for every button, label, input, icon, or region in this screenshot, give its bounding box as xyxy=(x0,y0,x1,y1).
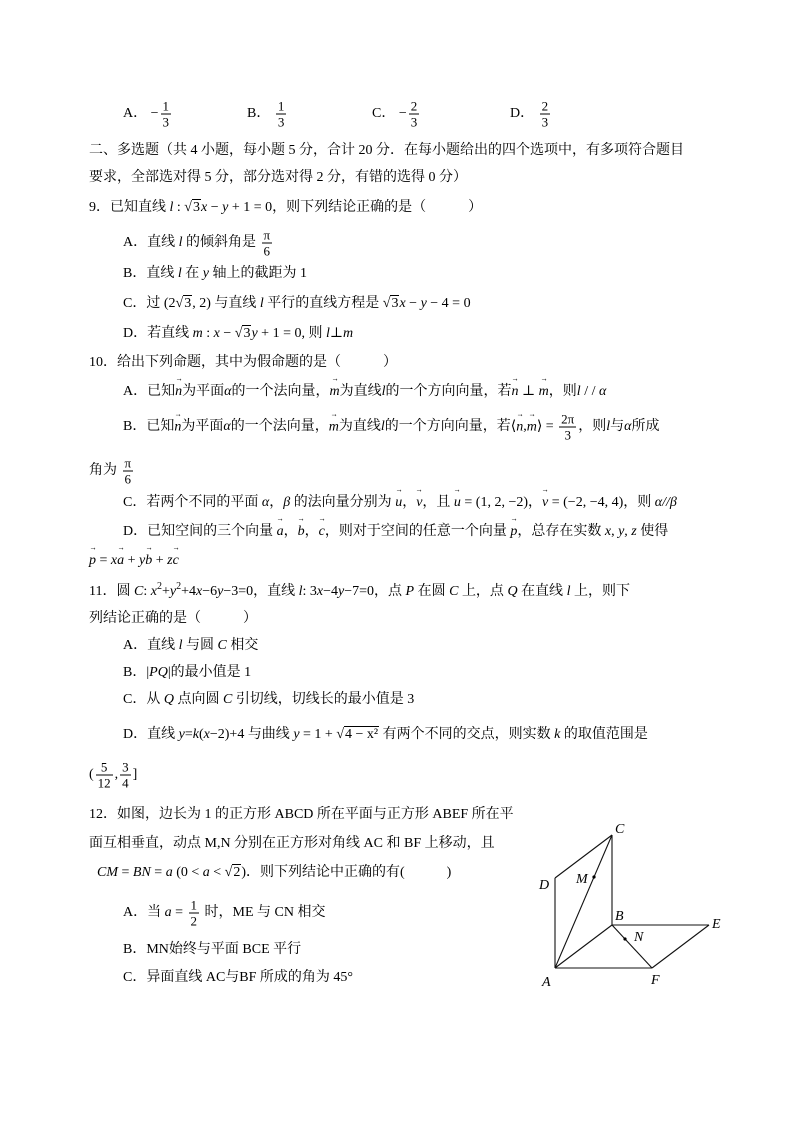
fraction-numerator: π xyxy=(124,455,132,471)
text-run: 为直线 xyxy=(338,419,381,435)
fraction xyxy=(559,412,576,443)
q12-option-b xyxy=(123,940,301,960)
point-label-m: M xyxy=(576,872,588,887)
math-symbol: l xyxy=(325,326,330,341)
text-run: < xyxy=(209,865,225,880)
text-run: , 2) 与直线 xyxy=(192,296,260,311)
text-run: + xyxy=(152,553,168,568)
text-run: : xyxy=(173,200,185,215)
square-root xyxy=(176,294,193,314)
q8-option-b xyxy=(247,99,288,130)
text-run: 与圆 xyxy=(182,638,218,653)
math-symbol: CM xyxy=(97,865,118,880)
text-run: 在 xyxy=(181,266,203,281)
text-run: 为平面 xyxy=(181,419,224,435)
vector-symbol: → m xyxy=(527,417,537,437)
q9-option-a xyxy=(123,228,274,259)
math-symbol: l xyxy=(178,638,183,653)
text-run: 上，则下 xyxy=(570,584,630,599)
math-symbol: x xyxy=(213,326,220,341)
text-run: 在圆 xyxy=(414,584,450,599)
text-run: 在直线 xyxy=(517,584,567,599)
point-m-dot xyxy=(592,875,595,878)
math-symbol: α//β xyxy=(654,495,677,510)
fraction-denominator: 3 xyxy=(541,114,549,130)
text-run: / / xyxy=(580,384,599,399)
edge-ab xyxy=(555,925,612,968)
q12-stem xyxy=(89,805,514,825)
math-symbol: a xyxy=(165,865,173,880)
superscript: 2 xyxy=(156,581,162,592)
text-run: −3=0，直线 xyxy=(223,584,299,599)
text-run: D．若直线 xyxy=(123,326,193,341)
vector-symbol: → v xyxy=(416,493,422,513)
fraction xyxy=(409,99,420,130)
vector-symbol: → m xyxy=(329,382,339,402)
text-run: −2)+4 与曲线 xyxy=(209,727,294,742)
math-symbol: y xyxy=(293,727,300,742)
diagonal-ac xyxy=(555,835,612,968)
vector-symbol: → p xyxy=(89,551,96,571)
q8-option-a xyxy=(123,99,173,130)
text-run: ( xyxy=(198,727,204,742)
vector-symbol: → n xyxy=(516,417,523,437)
math-symbol: β xyxy=(283,495,291,510)
vector-symbol: → a xyxy=(277,522,284,542)
text-run: = xyxy=(150,865,166,880)
text-run: 二、多选题（共 4 小题，每小题 5 分，合计 20 分．在每小题给出的四个选项中，有多项符合题目 xyxy=(89,143,684,158)
text-run: B．已知 xyxy=(123,419,175,435)
math-symbol: x xyxy=(399,296,406,311)
text-run: = (−2, −4, 4)，则 xyxy=(548,495,655,510)
text-run: 的法向量分别为 xyxy=(290,495,396,510)
vector-symbol: → n xyxy=(174,417,181,437)
edge-ef xyxy=(652,925,709,968)
vector-symbol: → m xyxy=(539,382,549,402)
q10-option-d-continued xyxy=(89,551,179,571)
fraction-numerator: 2 xyxy=(410,98,418,114)
text-run: C．从 xyxy=(123,692,164,707)
math-symbol: α xyxy=(224,384,232,399)
fraction-denominator: 2 xyxy=(190,913,198,929)
fraction-numerator: 1 xyxy=(162,98,170,114)
fraction-numerator: 2π xyxy=(561,411,575,427)
text-run: −4 xyxy=(323,584,339,599)
fraction-denominator: 4 xyxy=(122,775,129,791)
text-run: 为平面 xyxy=(182,384,225,399)
q11-option-c xyxy=(123,690,414,710)
vertex-label-f: F xyxy=(651,973,660,988)
text-run: −7=0，点 xyxy=(344,584,406,599)
math-symbol: y xyxy=(202,266,209,281)
q9-stem xyxy=(89,198,482,218)
math-symbol: l xyxy=(576,384,581,399)
fraction xyxy=(123,456,134,487)
fraction-denominator: 3 xyxy=(162,114,170,130)
q8-option-d xyxy=(510,99,552,130)
math-symbol: C xyxy=(133,584,144,599)
math-symbol: α xyxy=(598,384,607,399)
vector-symbol: → m xyxy=(329,417,339,437)
vector-symbol: → c xyxy=(173,551,179,571)
q10-option-c xyxy=(123,493,677,513)
math-symbol: x xyxy=(195,584,203,599)
text-run: 面互相垂直，动点 M,N 分别在正方形对角线 AC 和 BF 上移动，且 xyxy=(89,836,495,851)
math-symbol: BN xyxy=(132,865,151,880)
text-run: ，则 xyxy=(578,419,607,435)
text-run: : xyxy=(143,584,151,599)
text-run: ( xyxy=(89,767,94,783)
fraction-numerator: 2 xyxy=(541,98,549,114)
text-run: = xyxy=(171,905,187,921)
text-run: A．直线 xyxy=(123,638,179,653)
radicand: 4 − x² xyxy=(345,727,379,742)
text-run: C． − xyxy=(372,106,407,122)
q12-stem-line-3 xyxy=(97,863,451,883)
point-n-dot xyxy=(623,937,626,940)
math-symbol: x xyxy=(150,584,157,599)
fraction xyxy=(189,898,200,929)
math-symbol: l xyxy=(177,266,182,281)
text-run: ⟨ xyxy=(510,419,517,435)
text-run: 12．如图，边长为 1 的正方形 ABCD 所在平面与正方形 ABEF 所在平 xyxy=(89,807,514,822)
q12-figure xyxy=(530,815,740,995)
text-run: + 1 = 0, 则 xyxy=(257,326,326,341)
text-run: ⟩ = xyxy=(536,419,558,435)
q10-option-d xyxy=(123,522,668,542)
text-run: 轴上的截距为 1 xyxy=(208,266,307,281)
text-run: + xyxy=(124,553,140,568)
math-symbol: y xyxy=(178,727,185,742)
math-symbol: m xyxy=(343,326,354,341)
text-run: 相交 xyxy=(226,638,259,653)
vector-symbol: → v xyxy=(542,493,548,513)
vector-symbol: → n xyxy=(175,382,182,402)
vector-symbol: → a xyxy=(117,551,124,571)
point-label-n: N xyxy=(634,930,644,945)
math-symbol: C xyxy=(222,692,233,707)
math-symbol: l xyxy=(298,584,303,599)
fraction-denominator: 3 xyxy=(564,427,571,443)
text-run: 的取值范围是 xyxy=(560,727,648,742)
fraction-numerator: 1 xyxy=(190,897,198,913)
q11-option-d-continued xyxy=(89,760,137,791)
fraction-numerator: 5 xyxy=(96,760,113,776)
math-symbol: l xyxy=(178,235,183,251)
text-run: D．直线 xyxy=(123,727,179,742)
math-symbol: α xyxy=(223,419,231,435)
q11-option-b xyxy=(123,663,251,683)
vector-symbol: → p xyxy=(510,522,517,542)
text-run: 有两个不同的交点，则实数 xyxy=(379,727,555,742)
text-run: D．已知空间的三个向量 xyxy=(123,524,277,539)
math-symbol: P xyxy=(405,584,415,599)
fraction-denominator: 6 xyxy=(263,243,271,259)
text-run: 的一个方向向量，若 xyxy=(384,419,511,435)
text-run: 9．已知直线 xyxy=(89,200,170,215)
q11-option-d xyxy=(123,725,648,745)
fraction-numerator: 1 xyxy=(277,98,285,114)
vertex-label-a: A xyxy=(542,975,551,990)
math-symbol: z xyxy=(167,553,173,568)
text-run: A． − xyxy=(123,106,159,122)
fraction xyxy=(262,228,273,259)
text-run: B．直线 xyxy=(123,266,178,281)
math-symbol: y xyxy=(338,584,345,599)
text-run: 的一个方向向量，若 xyxy=(385,384,512,399)
text-run: (0 < xyxy=(172,865,203,880)
square-root xyxy=(336,725,379,745)
text-run: 所成 xyxy=(631,419,660,435)
text-run: , xyxy=(611,524,619,539)
text-run: C．若两个不同的平面 xyxy=(123,495,262,510)
fraction xyxy=(161,99,172,130)
radicand: 3 xyxy=(192,200,200,215)
math-symbol: l xyxy=(606,419,611,435)
section-heading-line-2 xyxy=(89,168,467,188)
vector-symbol: → c xyxy=(319,522,325,542)
text-run: 与 xyxy=(610,419,625,435)
superscript: 2 xyxy=(176,581,182,592)
text-run: 10．给出下列命题，其中为假命题的是（ ） xyxy=(89,355,397,370)
fraction xyxy=(540,99,551,130)
math-symbol: α xyxy=(624,419,632,435)
text-run: ⊥ xyxy=(329,326,344,341)
math-symbol: k xyxy=(192,727,199,742)
math-symbol: C xyxy=(449,584,459,599)
fraction xyxy=(96,760,113,791)
text-run: 的一个法向量， xyxy=(231,384,330,399)
text-run: − xyxy=(405,296,421,311)
text-run: |的最小值是 1 xyxy=(167,665,252,680)
text-run: , xyxy=(523,419,527,435)
math-symbol: C xyxy=(217,638,227,653)
text-run: 平行的直线方程是 xyxy=(263,296,383,311)
math-symbol: m xyxy=(192,326,203,341)
text-run: A．当 xyxy=(123,905,165,921)
math-symbol: PQ xyxy=(149,665,168,680)
vector-symbol: → u xyxy=(395,493,402,513)
text-run: 角为 xyxy=(89,463,121,479)
text-run: ， xyxy=(304,524,319,539)
math-symbol: l xyxy=(169,200,174,215)
fraction xyxy=(120,760,131,791)
text-run: ， xyxy=(402,495,417,510)
text-run: B．MN始终与平面 BCE 平行 xyxy=(123,942,302,957)
text-run: + xyxy=(161,584,170,599)
q9-option-d xyxy=(123,324,353,344)
math-symbol: l xyxy=(380,419,385,435)
text-run: ， xyxy=(269,495,284,510)
text-run: C．过 (2 xyxy=(123,296,176,311)
q11-stem-continued xyxy=(89,609,257,629)
math-symbol: x xyxy=(200,200,208,215)
text-run: 11．圆 xyxy=(89,584,134,599)
text-run: 点向圆 xyxy=(173,692,223,707)
text-run: = xyxy=(118,865,133,880)
q8-option-c xyxy=(372,99,421,130)
text-run: 时，ME 与 CN 相交 xyxy=(201,905,326,921)
vector-symbol: → b xyxy=(298,522,305,542)
text-run: B．| xyxy=(123,665,150,680)
math-symbol: k xyxy=(554,727,561,742)
text-run: ，且 xyxy=(422,495,454,510)
fraction-denominator: 6 xyxy=(124,471,132,487)
radicand: 3 xyxy=(391,296,399,311)
q10-option-a xyxy=(123,382,606,402)
text-run: , xyxy=(114,767,119,783)
fraction-numerator: 3 xyxy=(122,759,129,775)
text-run: ， xyxy=(283,524,298,539)
vector-symbol: → n xyxy=(512,382,519,402)
math-symbol: α xyxy=(261,495,270,510)
vertex-label-c: C xyxy=(615,822,625,837)
text-run: − 4 = 0 xyxy=(426,296,471,311)
text-run: ，则对于空间的任意一个向量 xyxy=(324,524,511,539)
q12-stem-line-2 xyxy=(89,834,495,854)
text-run: , xyxy=(624,524,632,539)
math-symbol: z xyxy=(631,524,637,539)
text-run: + 1 = 0，则下列结论正确的是（ ） xyxy=(228,200,483,215)
text-run: 为直线 xyxy=(339,384,382,399)
math-symbol: x xyxy=(316,584,324,599)
text-run: +4 xyxy=(181,584,196,599)
vertex-label-b: B xyxy=(615,909,624,924)
q12-option-a xyxy=(123,898,325,929)
math-symbol: x xyxy=(604,524,612,539)
text-run: 上，点 xyxy=(458,584,508,599)
text-run: B． xyxy=(247,106,274,122)
text-run: C．异面直线 AC与BF 所成的角为 45° xyxy=(123,970,354,985)
math-symbol: y xyxy=(222,200,229,215)
text-run: ，总存在实数 xyxy=(517,524,605,539)
math-symbol: y xyxy=(251,326,258,341)
fraction xyxy=(276,99,287,130)
text-run: − xyxy=(219,326,235,341)
fraction-denominator: 12 xyxy=(97,775,111,791)
math-symbol: x xyxy=(203,727,210,742)
math-symbol: l xyxy=(566,584,571,599)
text-run: 使得 xyxy=(636,524,669,539)
text-run: = xyxy=(184,727,193,742)
math-symbol: y xyxy=(420,296,427,311)
text-run: ] xyxy=(132,767,138,783)
radicand: 3 xyxy=(184,296,192,311)
square-root xyxy=(184,198,201,218)
math-symbol: y xyxy=(217,584,224,599)
q11-option-a xyxy=(123,636,258,656)
square-root xyxy=(225,863,242,883)
text-run: 的倾斜角是 xyxy=(182,235,260,251)
fraction-numerator: π xyxy=(263,227,271,243)
math-symbol: a xyxy=(164,905,172,921)
math-symbol: y xyxy=(169,584,177,599)
radicand: 3 xyxy=(243,326,251,341)
vector-symbol: → b xyxy=(145,551,152,571)
text-run: 列结论正确的是（ ） xyxy=(89,611,257,626)
text-run: = xyxy=(96,553,111,568)
fraction-denominator: 3 xyxy=(410,114,418,130)
vertex-label-d: D xyxy=(539,878,550,893)
section-heading-line-1 xyxy=(89,141,684,161)
text-run: −6 xyxy=(202,584,218,599)
q9-option-b xyxy=(123,264,307,284)
math-symbol: a xyxy=(202,865,210,880)
text-run: D． xyxy=(510,106,538,122)
text-run: : 3 xyxy=(302,584,317,599)
q10-option-b xyxy=(123,412,660,443)
math-symbol: y xyxy=(139,553,146,568)
vector-symbol: → u xyxy=(454,493,461,513)
text-run: 要求，全部选对得 5 分，部分选对得 2 分，有错的选得 0 分） xyxy=(89,170,467,185)
math-symbol: y xyxy=(618,524,625,539)
text-run: A．直线 xyxy=(123,235,179,251)
text-run: 引切线，切线长的最小值是 3 xyxy=(232,692,415,707)
text-run: = 1 + xyxy=(299,727,337,742)
text-run: 的一个法向量， xyxy=(230,419,329,435)
math-symbol: l xyxy=(381,384,386,399)
math-symbol: Q xyxy=(507,584,518,599)
text-run: ，则 xyxy=(548,384,577,399)
q11-stem xyxy=(89,582,630,602)
text-run: ⊥ xyxy=(518,384,539,399)
math-symbol: l xyxy=(259,296,264,311)
diagonal-bf xyxy=(612,925,652,968)
square-root xyxy=(383,294,400,314)
square-root xyxy=(235,324,252,344)
text-run: : xyxy=(202,326,214,341)
vertex-label-e: E xyxy=(712,917,721,932)
q9-option-c xyxy=(123,294,471,314)
q10-option-b-continued xyxy=(89,456,135,487)
q12-option-c xyxy=(123,968,353,988)
q10-stem xyxy=(89,353,397,373)
math-symbol: x xyxy=(110,553,118,568)
math-symbol: Q xyxy=(163,692,174,707)
text-run: A．已知 xyxy=(123,384,176,399)
text-run: )．则下列结论中正确的有( ) xyxy=(241,865,452,880)
text-run: = (1, 2, −2)， xyxy=(460,495,543,510)
fraction-denominator: 3 xyxy=(277,114,285,130)
radicand: 2 xyxy=(233,865,241,880)
text-run: − xyxy=(207,200,223,215)
